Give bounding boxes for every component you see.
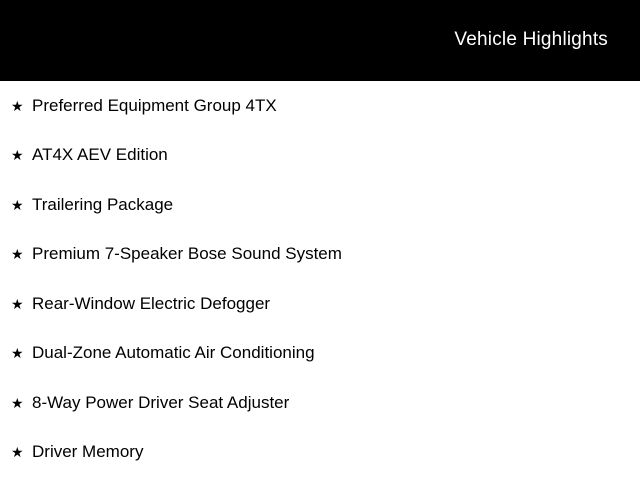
list-item-label: AT4X AEV Edition	[32, 145, 168, 165]
header-bar	[0, 0, 640, 81]
list-item	[0, 131, 640, 181]
list-item	[0, 81, 640, 131]
star-icon: ★	[11, 345, 24, 362]
star-icon: ★	[11, 196, 24, 213]
highlights-list	[0, 81, 640, 477]
list-item-label: Driver Memory	[32, 442, 144, 462]
star-icon: ★	[11, 147, 24, 164]
star-icon: ★	[11, 295, 24, 312]
list-item-label: 8-Way Power Driver Seat Adjuster	[32, 392, 290, 412]
star-icon: ★	[11, 97, 24, 114]
star-icon: ★	[11, 444, 24, 461]
list-item-label: Dual-Zone Automatic Air Conditioning	[32, 343, 315, 363]
list-item	[0, 230, 640, 280]
list-item-label: Rear-Window Electric Defogger	[32, 293, 271, 313]
list-item	[0, 378, 640, 428]
list-item-label: Preferred Equipment Group 4TX	[32, 95, 277, 115]
star-icon: ★	[11, 394, 24, 411]
page-title: Vehicle Highlights	[454, 29, 608, 50]
star-icon: ★	[11, 246, 24, 263]
list-item-label: Trailering Package	[32, 194, 174, 214]
list-item	[0, 279, 640, 329]
list-item	[0, 428, 640, 478]
list-item	[0, 329, 640, 379]
list-item-label: Premium 7-Speaker Bose Sound System	[32, 244, 342, 264]
list-item	[0, 180, 640, 230]
